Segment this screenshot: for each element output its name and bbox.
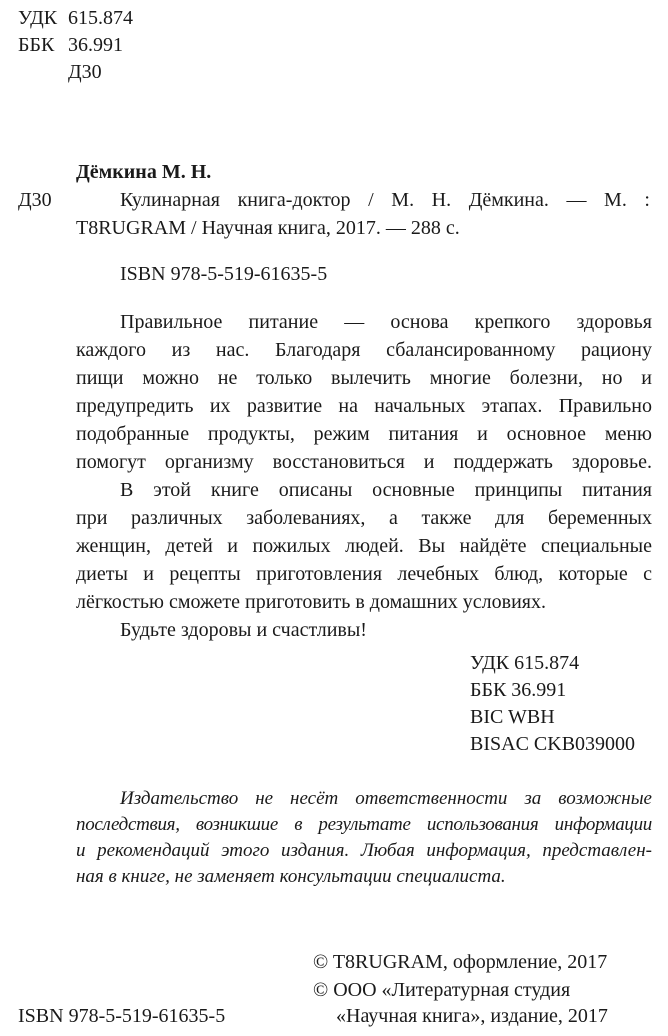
bib-line-1: Кулинарная книга-доктор / М. Н. Дёмкина. — М. :: [120, 189, 650, 211]
disclaimer-line: ная в книге, не заменяет консультации специалиста.: [76, 866, 506, 887]
p2-line: при различных заболеваниях, а также для беременных: [76, 507, 652, 529]
bib-line-2: T8RUGRAM / Научная книга, 2017. — 288 с.: [76, 217, 460, 239]
udk-label: УДК: [18, 7, 58, 29]
p1-line: каждого из нас. Благодаря сбалансированному рациону: [76, 339, 652, 361]
udk-value: 615.874: [68, 7, 133, 29]
isbn-record: ISBN 978-5-519-61635-5: [120, 263, 328, 285]
p1-line: пищи можно не только вылечить многие болезни, но и: [76, 367, 652, 389]
copyright-3: «Научная книга», издание, 2017: [336, 1005, 608, 1027]
p1-line: предупредить их развитие на начальных этапах. Правильно: [76, 395, 652, 417]
udk-line: [18, 4, 133, 31]
p2-line: диеты и рецепты приготовления лечебных блюд, которые с: [76, 563, 652, 585]
p1-line: Правильное питание — основа крепкого здоровья: [120, 311, 652, 333]
disclaimer-line: и рекомендаций этого издания. Любая информация, представлен-: [76, 840, 652, 861]
disclaimer-line: последствия, возникшие в результате использования информации: [76, 814, 652, 835]
author-sign-line: [18, 58, 133, 85]
copyright-2: © ООО «Литературная студия: [313, 979, 571, 1001]
bbk-value: 36.991: [68, 34, 123, 56]
top-codes: [18, 4, 133, 85]
p2-line: В этой книге описаны основные принципы питания: [120, 479, 652, 501]
author-sign: Д30: [68, 61, 102, 83]
footer-isbn: ISBN 978-5-519-61635-5: [18, 1005, 226, 1027]
annotation: [76, 308, 652, 644]
bbk-line: [18, 31, 133, 58]
p2-line: лёгкостью сможете приготовить в домашних условиях.: [76, 591, 546, 613]
bbk-label: ББК: [18, 34, 55, 56]
class-bisac: BISAC CKB039000: [470, 733, 636, 755]
class-bic: BIC WBH: [470, 706, 555, 728]
p1-line: подобранные продукты, режим питания и основное меню: [76, 423, 652, 445]
class-udk: УДК 615.874: [470, 652, 580, 674]
side-mark: Д30: [18, 189, 52, 211]
p2-line: женщин, детей и пожилых людей. Вы найдёте специальные: [76, 535, 652, 557]
disclaimer: [76, 786, 652, 890]
classification: [470, 650, 635, 758]
p1-line: помогут организму восстановиться и поддержать здоровье.: [76, 451, 652, 473]
author-heading: Дёмкина М. Н.: [76, 161, 212, 183]
copyright-1: © T8RUGRAM, оформление, 2017: [313, 951, 608, 973]
class-bbk: ББК 36.991: [470, 679, 567, 701]
disclaimer-line: Издательство не несёт ответственности за возможные: [120, 788, 652, 809]
p3: Будьте здоровы и счастливы!: [120, 619, 367, 641]
